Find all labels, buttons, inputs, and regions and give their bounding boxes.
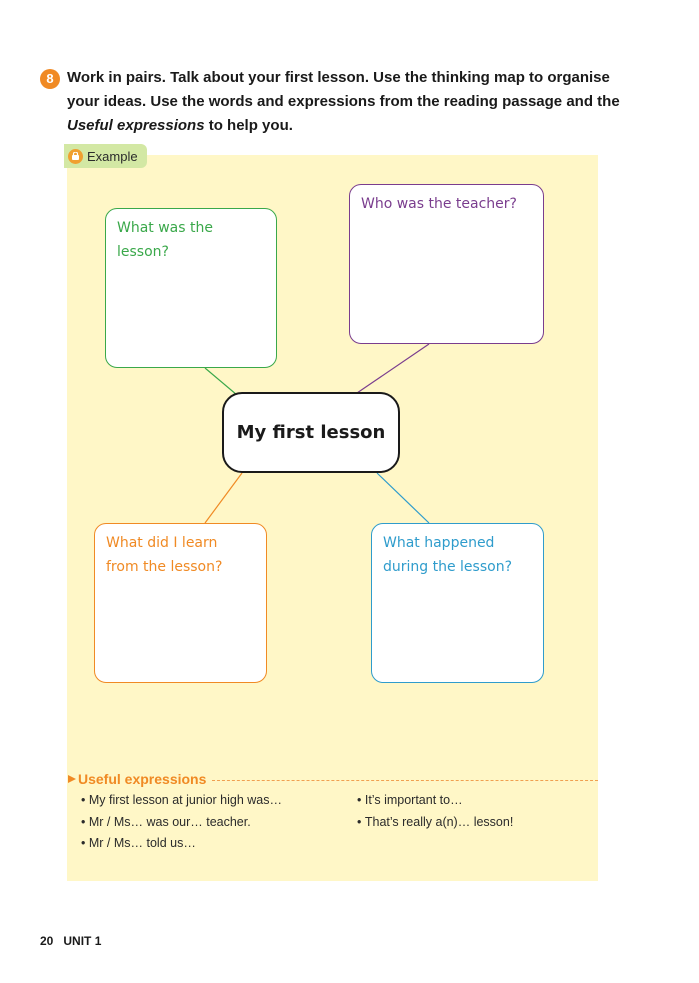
- arrow-icon: [68, 775, 76, 783]
- useful-expressions: [67, 771, 598, 850]
- map-center-label: My first lesson: [236, 422, 386, 443]
- map-box-lesson: [105, 208, 277, 368]
- map-box-learn: [94, 523, 267, 683]
- page-footer: [40, 934, 101, 948]
- map-box-text: during the lesson?: [383, 559, 513, 575]
- thinking-map-panel: [67, 155, 598, 881]
- map-box-text: Who was the teacher?: [361, 196, 517, 212]
- expression-item: • My first lesson at junior high was…: [81, 790, 282, 812]
- dashed-divider: [212, 780, 598, 781]
- expression-item: • It’s important to…: [357, 790, 513, 812]
- map-box-text: What happened: [383, 535, 495, 551]
- task-text: [67, 66, 640, 138]
- page-number: 20: [40, 934, 54, 948]
- example-icon: [68, 149, 83, 164]
- example-tag: [64, 144, 147, 168]
- map-center-box: [222, 392, 400, 473]
- map-box-text: from the lesson?: [106, 559, 223, 575]
- map-box-teacher: [349, 184, 544, 344]
- task-instruction: [40, 66, 640, 138]
- example-label: Example: [87, 148, 138, 164]
- task-number-badge: 8: [40, 69, 60, 89]
- useful-expressions-title: Useful expressions: [78, 771, 207, 787]
- useful-expressions-header: [67, 771, 598, 787]
- connector-teacher: [357, 344, 429, 393]
- expression-item: • That’s really a(n)… lesson!: [357, 812, 513, 834]
- map-box-text: What was the lesson?: [117, 220, 213, 260]
- map-box-text: What did I learn: [106, 535, 218, 551]
- task-text-emphasis: Useful expressions: [67, 117, 205, 134]
- expressions-left-list: [81, 790, 282, 855]
- connector-lesson: [205, 368, 237, 395]
- expression-item: • Mr / Ms… told us…: [81, 833, 282, 855]
- connector-learn: [205, 473, 242, 523]
- task-text-part2: to help you.: [204, 117, 293, 134]
- map-box-happened: [371, 523, 544, 683]
- unit-label: UNIT 1: [63, 934, 102, 948]
- task-text-part1: Work in pairs. Talk about your first lesson. Use the thinking map to organise your ideas. Use the words and expressions from the reading passage and the: [67, 69, 620, 110]
- expression-item: • Mr / Ms… was our… teacher.: [81, 812, 282, 834]
- expressions-right-list: [357, 790, 513, 833]
- connector-happened: [377, 473, 429, 523]
